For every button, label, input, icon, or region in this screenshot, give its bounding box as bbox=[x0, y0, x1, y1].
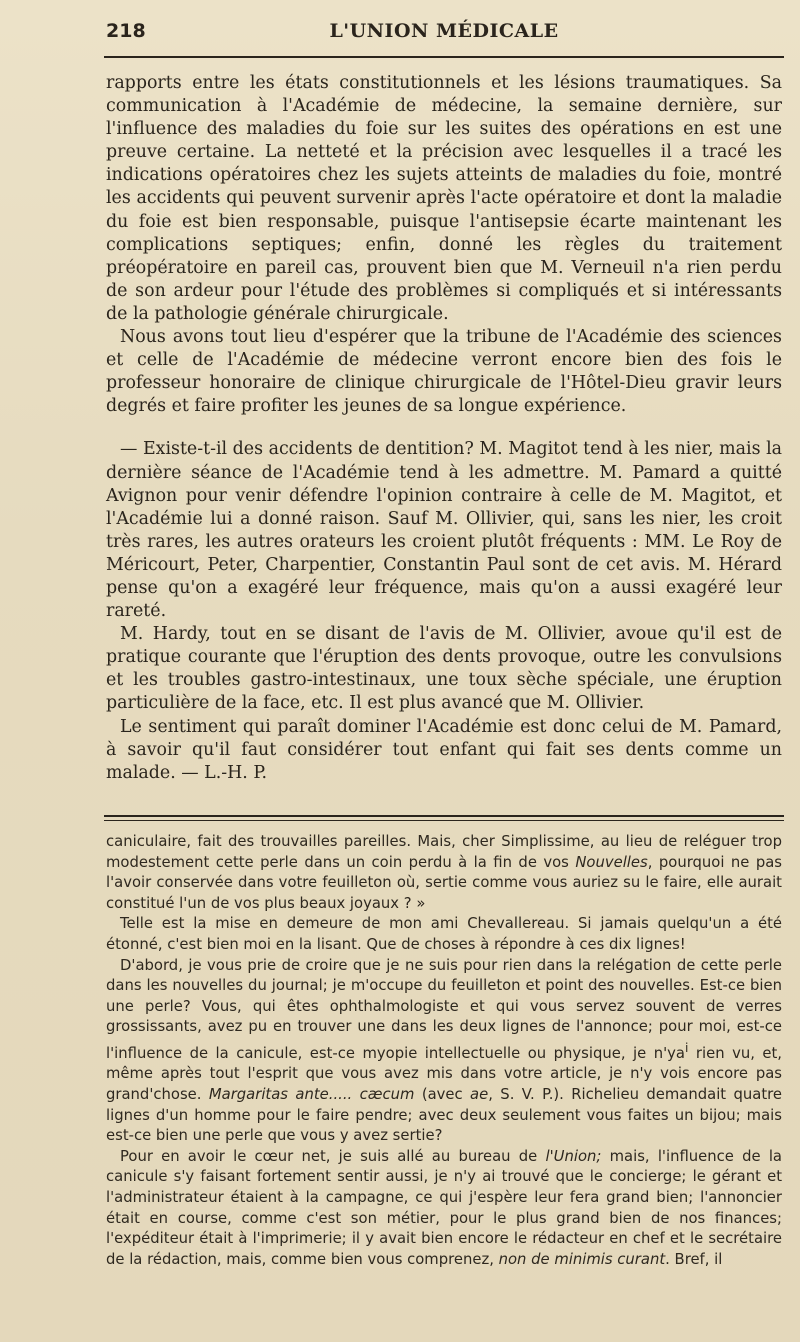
page-number: 218 bbox=[106, 20, 146, 42]
paragraph-dentition: — Existe-t-il des accidents de dentition? M. Magitot tend à les nier, mais la dernière séance de l'Académie tend à les admettre. M. Pamard a quitté Avignon pour venir défendre l'opinion contraire à celle de M. Magitot, et l'Académie lui a donné raison. Sauf M. Ollivier, qui, sans les nier, les croit très rares, les autres orateurs les croient plutôt fréquents : MM. Le Roy de Méricourt, Peter, Charpentier, Constantin Paul sont de cet avis. M. Hérard pense qu'on a exagéré leur fréquence, mais qu'on a aussi exagéré leur rareté. bbox=[106, 439, 782, 622]
emphasis: Margaritas ante..... cæcum bbox=[208, 1086, 415, 1104]
feuilleton-paragraph: Telle est la mise en demeure de mon ami Chevallereau. Si jamais quelqu'un a été étonné, c'est bien moi en la lisant. Que de choses à répondre à ces dix lignes! bbox=[106, 915, 782, 953]
paragraph-verneuil: rapports entre les états constitutionnels et les lésions traumatiques. Sa communication à l'Académie de médecine, la semaine dernière, sur l'influence des maladies du foie sur les suites des opérations en est une preuve certaine. La netteté et la précision avec lesquelles il a tracé les indications opératoires chez les sujets atteints de maladies du foie, montré les accidents qui peuvent survenir après l'acte opératoire et dont la maladie du foie est bien responsable, puisque l'antisepsie écarte maintenant les complications septiques; enfin, donné les règles du traitement préopératoire en pareil cas, prouvent bien que M. Verneuil n'a rien perdu de son ardeur pour l'étude des problèmes si compliqués et si intéressants de la pathologie générale chirurgicale. bbox=[106, 73, 782, 324]
paragraph-academie: Nous avons tout lieu d'espérer que la tribune de l'Académie des sciences et celle de l'Académie de médecine verront encore bien des fois le professeur honoraire de clinique chirurgicale de l'Hôtel-Dieu gravir leurs degrés et faire profiter les jeunes de sa longue expérience. bbox=[106, 327, 782, 417]
feuilleton bbox=[106, 832, 782, 1270]
emphasis: l'Union; bbox=[545, 1147, 602, 1165]
header-rule bbox=[104, 56, 784, 58]
superscript: i bbox=[685, 1040, 689, 1055]
emphasis: ae bbox=[470, 1086, 489, 1104]
main-article bbox=[106, 72, 782, 785]
emphasis: Nouvelles bbox=[575, 853, 648, 871]
feuilleton-paragraph: Pour en avoir le cœur net, je suis allé au bureau de l'Union; mais, l'influence de la canicule s'y faisant fortement sentir aussi, je n'y ai trouvé que le concierge; le gérant et l'administrateur étaient à la campagne, ce qui j'espère leur fera grand bien; l'annoncier était en course, comme c'est son métier, pour le plus grand bien de nos finances; l'expéditeur était à l'imprimerie; il y avait bien encore le rédacteur en chef et le secrétaire de la rédaction, mais, comme bien vous comprenez, non de minimis curant. Bref, il bbox=[106, 1147, 782, 1268]
journal-title: L'UNION MÉDICALE bbox=[329, 20, 559, 42]
running-header bbox=[106, 18, 782, 46]
emphasis: non de minimis curant bbox=[498, 1250, 666, 1268]
feuilleton-paragraph: D'abord, je vous prie de croire que je ne suis pour rien dans la relégation de cette perle dans les nouvelles du journal; je m'occupe du feuilleton et point des nouvelles. Est-ce bien une perle? Vous, qui êtes ophthalmologiste et qui vous servez souvent de verres grossissants, avez pu en trouver une dans les deux lignes de l'annonce; pour moi, est-ce l'influence de la canicule, est-ce myopie intellectuelle ou physique, je $n'ya^i$ rien vu, et, même après tout l'esprit que vous avez mis dans votre article, je n'y vois encore pas grand'chose. Margaritas ante..... cæcum (avec ae, S. V. P.). Richelieu demandait quatre lignes d'un homme pour le faire pendre; avec deux seulement vous faites un bijou; mais est-ce bien une perle que vous y avez sertie? bbox=[106, 956, 783, 1145]
feuilleton-paragraph: caniculaire, fait des trouvailles pareilles. Mais, cher Simplissime, au lieu de reléguer trop modestement cette perle dans un coin perdu à la fin de vos Nouvelles, pourquoi ne pas l'avoir conservée dans votre feuilleton où, sertie comme vous auriez su le faire, elle aurait constitué l'un de vos plus beaux joyaux ? » bbox=[106, 833, 782, 912]
paragraph-hardy: M. Hardy, tout en se disant de l'avis de M. Ollivier, avoue qu'il est de pratique courante que l'éruption des dents provoque, outre les convulsions et les troubles gastro-intestinaux, une toux sèche spéciale, une éruption particulière de la face, etc. Il est plus avancé que M. Ollivier. bbox=[106, 624, 782, 714]
feuilleton-separator bbox=[104, 815, 784, 821]
paragraph-sentiment: Le sentiment qui paraît dominer l'Académie est donc celui de M. Pamard, à savoir qu'il faut considérer tout enfant qui fait ses dents comme un malade. — L.-H. P. bbox=[106, 716, 782, 783]
